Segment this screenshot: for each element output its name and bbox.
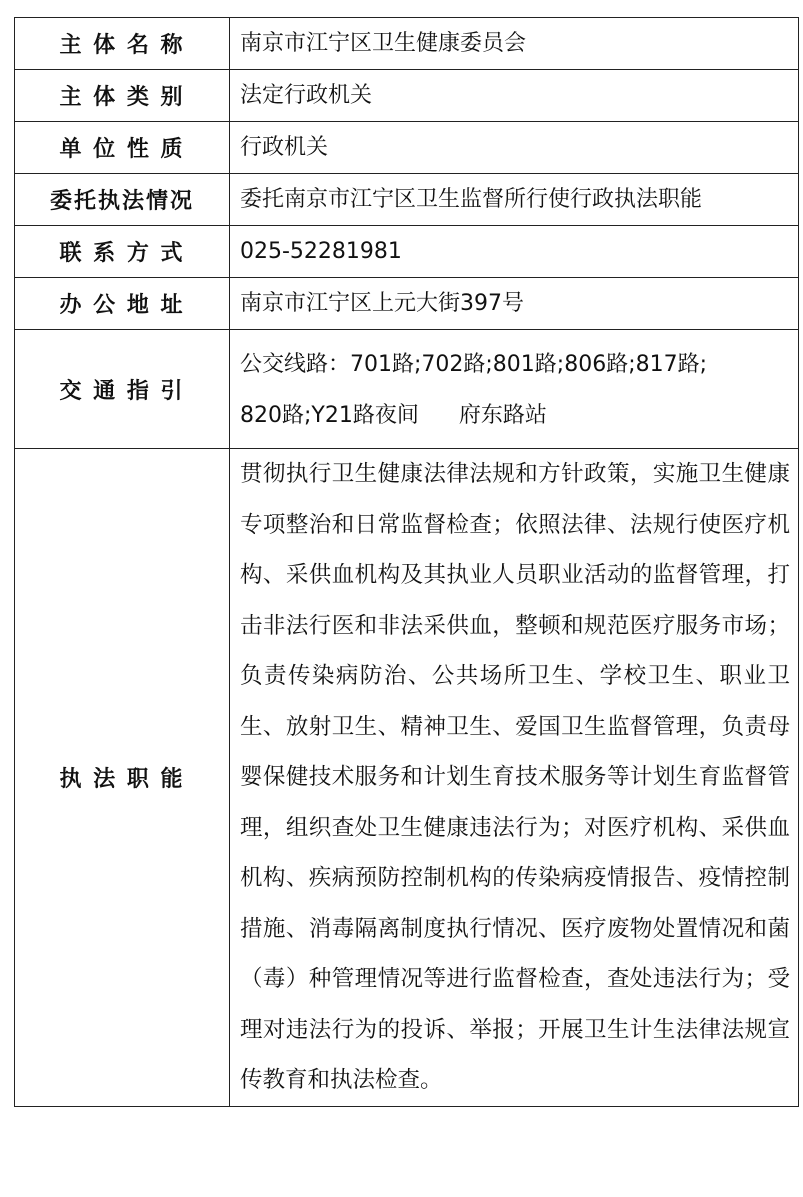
- row-label: 主 体 名 称: [15, 18, 230, 70]
- row-label: 委托执法情况: [15, 174, 230, 226]
- table-row-entrusted-enforcement: [15, 174, 799, 226]
- row-value: 委托南京市江宁区卫生监督所行使行政执法职能: [230, 174, 799, 226]
- row-label: 单 位 性 质: [15, 122, 230, 174]
- row-label: 交 通 指 引: [15, 330, 230, 449]
- row-value: 法定行政机关: [230, 70, 799, 122]
- table-row-transit-guide: [15, 330, 799, 449]
- table-row-entity-category: [15, 70, 799, 122]
- row-value: 025-52281981: [230, 226, 799, 278]
- info-table: [14, 17, 799, 1107]
- transit-line-2: [240, 390, 790, 441]
- row-label: 主 体 类 别: [15, 70, 230, 122]
- row-label: 执 法 职 能: [15, 449, 230, 1107]
- table-row-unit-nature: [15, 122, 799, 174]
- row-value: 贯彻执行卫生健康法律法规和方针政策，实施卫生健康专项整治和日常监督检查；依照法律、法规行使医疗机构、采供血机构及其执业人员职业活动的监督管理，打击非法行医和非法采供血，整顿和规范医疗服务市场；负责传染病防治、公共场所卫生、学校卫生、职业卫生、放射卫生、精神卫生、爱国卫生监督管理，负责母婴保健技术服务和计划生育技术服务等计划生育监督管理，组织查处卫生健康违法行为；对医疗机构、采供血机构、疾病预防控制机构的传染病疫情报告、疫情控制措施、消毒隔离制度执行情况、医疗废物处置情况和菌（毒）种管理情况等进行监督检查，查处违法行为；受理对违法行为的投诉、举报；开展卫生计生法律法规宣传教育和执法检查。: [230, 449, 799, 1107]
- row-label: 办 公 地 址: [15, 278, 230, 330]
- transit-line-1: 公交线路：701路;702路;801路;806路;817路;: [240, 352, 708, 377]
- table-row-contact: [15, 226, 799, 278]
- table-row-entity-name: [15, 18, 799, 70]
- row-value: 南京市江宁区上元大街397号: [230, 278, 799, 330]
- row-value: 行政机关: [230, 122, 799, 174]
- table-row-office-address: [15, 278, 799, 330]
- transit-stop: 府东路站: [458, 403, 547, 428]
- transit-routes: 820路;Y21路夜间: [240, 403, 419, 428]
- row-value: [230, 330, 799, 449]
- row-label: 联 系 方 式: [15, 226, 230, 278]
- row-value: 南京市江宁区卫生健康委员会: [230, 18, 799, 70]
- table-row-enforcement-duties: [15, 449, 799, 1107]
